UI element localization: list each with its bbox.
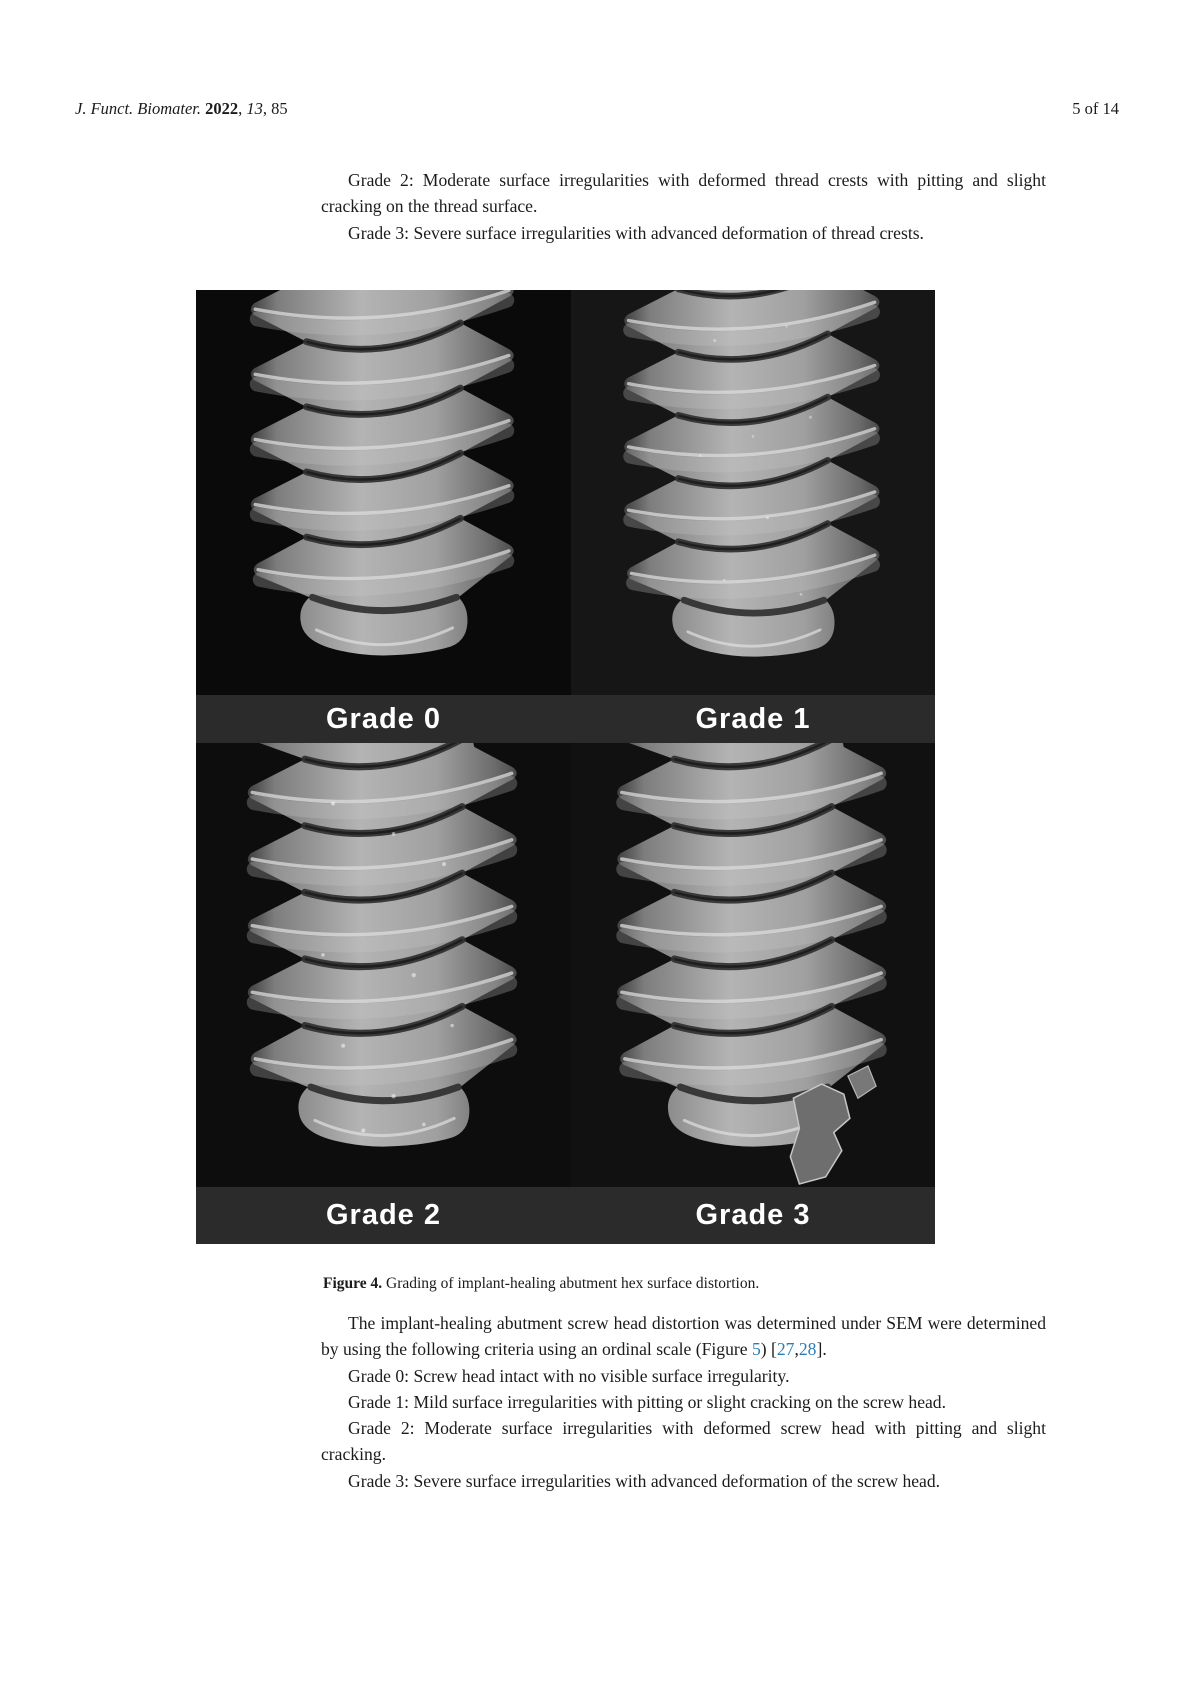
journal-volume: 13 (246, 99, 263, 118)
figure-caption (323, 1273, 1045, 1294)
sem-panel-grade-1 (571, 290, 935, 695)
figure-caption-label: Figure 4. (323, 1275, 383, 1292)
paragraph-grade2-thread: Grade 2: Moderate surface irregularities with deformed thread crests with pitting and slight cracking on the thread surface. (321, 170, 1046, 217)
page-header (75, 99, 1119, 119)
intro-text-block (321, 167, 1046, 246)
reference-28-link[interactable]: 28 (798, 1339, 817, 1360)
panel-label-grade-1: Grade 1 (695, 702, 811, 735)
journal-citation: J. Funct. Biomater. 2022, 13, 85 (75, 99, 288, 118)
figure-label-band-top (196, 695, 935, 743)
page-number: 5 of 14 (1072, 99, 1119, 118)
figure-caption-text: Grading of implant-healing abutment hex surface distortion. (382, 1275, 760, 1292)
sem-panel-grade-2 (196, 743, 571, 1187)
figure-label-band-bottom (196, 1187, 935, 1244)
paragraph-grade3-thread: Grade 3: Severe surface irregularities with advanced deformation of thread crests. (348, 222, 924, 243)
figure-4 (196, 290, 935, 1244)
figure-5-link[interactable]: 5 (751, 1339, 761, 1360)
figure-row-bottom (196, 743, 935, 1187)
panel-label-grade-3: Grade 3 (695, 1199, 811, 1231)
paragraph-grade1-screw: Grade 1: Mild surface irregularities with pitting or slight cracking on the screw head. (348, 1391, 947, 1412)
sem-panel-grade-3 (571, 743, 935, 1187)
panel-label-grade-2: Grade 2 (326, 1199, 441, 1231)
figure-row-top (196, 290, 935, 695)
sem-panel-grade-0 (196, 290, 571, 695)
journal-year: 2022 (205, 99, 239, 118)
paragraph-screw-head-criteria: The implant-healing abutment screw head distortion was determined under SEM were determined by using the following criteria using an ordinal scale (Figure 5) [27,28]. (321, 1313, 1046, 1360)
paragraph-grade2-screw: Grade 2: Moderate surface irregularities with deformed screw head with pitting and slight cracking. (321, 1418, 1046, 1465)
reference-27-link[interactable]: 27 (776, 1339, 795, 1360)
paragraph-grade3-screw: Grade 3: Severe surface irregularities with advanced deformation of the screw head. (348, 1470, 941, 1491)
paragraph-grade0-screw: Grade 0: Screw head intact with no visible surface irregularity. (348, 1365, 790, 1386)
body-text-block (321, 1310, 1046, 1494)
panel-label-grade-0: Grade 0 (326, 702, 441, 735)
journal-name: J. Funct. Biomater. (75, 99, 202, 118)
